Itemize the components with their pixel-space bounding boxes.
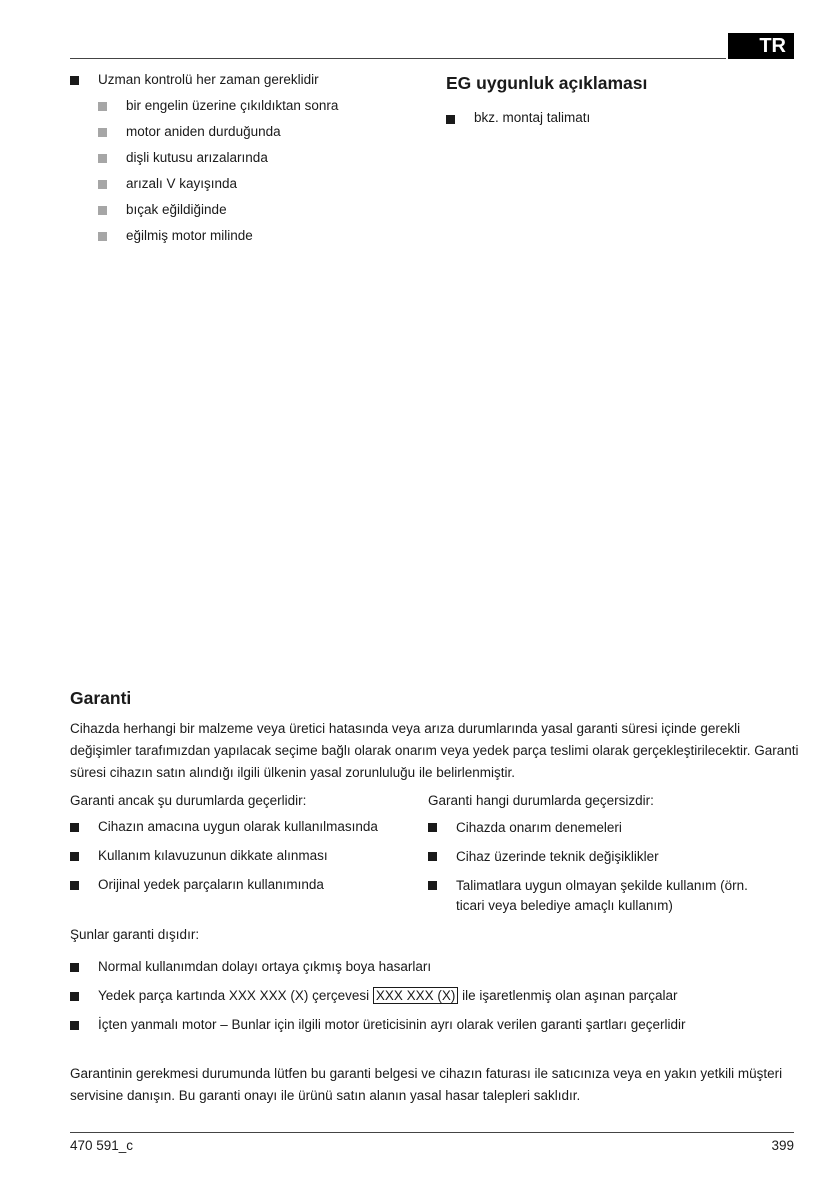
language-badge: TR (728, 33, 794, 59)
list-item: bıçak eğildiğinde (98, 201, 338, 227)
bullet-square-icon (98, 154, 107, 163)
valid-conditions-intro: Garanti ancak şu durumlarda geçerlidir: (70, 793, 307, 808)
exclusions-intro: Şunlar garanti dışıdır: (70, 927, 200, 942)
expert-check-list (70, 71, 338, 253)
bullet-square-icon (428, 852, 437, 861)
closing-paragraph: Garantinin gerekmesi durumunda lütfen bu garanti belgesi ve cihazın faturası ile satıcınıza veya en yakın yetkili müşteri servisine danışın. Bu garanti onayı ile ürünü satın alanın yasal hasar talepleri saklıdır. (70, 1066, 783, 1103)
bullet-square-icon (70, 881, 79, 890)
bullet-square-icon (98, 232, 107, 241)
invalid-conditions-intro: Garanti hangi durumlarda geçersizdir: (428, 793, 654, 808)
bullet-square-icon (70, 823, 79, 832)
list-item: Orijinal yedek parçaların kullanımında (70, 876, 378, 905)
list-item: Normal kullanımdan dolayı ortaya çıkmış boya hasarları (70, 958, 685, 987)
list-item: Cihazın amacına uygun olarak kullanılmasında (70, 818, 378, 847)
list-item: Uzman kontrolü her zaman gereklidir (70, 71, 338, 97)
list-item: Cihazda onarım denemeleri (428, 818, 776, 838)
bullet-square-icon (70, 963, 79, 972)
list-item: eğilmiş motor milinde (98, 227, 338, 253)
invalid-conditions-list (428, 818, 776, 925)
document-code: 470 591_c (70, 1138, 134, 1153)
list-item: Cihaz üzerinde teknik değişiklikler (428, 847, 776, 867)
part-number-frame: XXX XXX (X) (373, 987, 459, 1004)
bullet-square-icon (446, 115, 455, 124)
warranty-heading: Garanti (70, 688, 132, 708)
bullet-square-icon (98, 128, 107, 137)
list-item: arızalı V kayışında (98, 175, 338, 201)
bullet-square-icon (428, 823, 437, 832)
eg-conformity-heading: EG uygunluk açıklaması (446, 73, 648, 93)
list-item: Kullanım kılavuzunun dikkate alınması (70, 847, 378, 876)
valid-conditions-list (70, 818, 378, 905)
warranty-paragraph: Cihazda herhangi bir malzeme veya üretici hatasında veya arıza durumlarında yasal garanti süresi içinde gerekli değişimler tarafımızdan yapılacak seçime bağlı olarak onarım veya yedek parça teslimi olarak gerçekleştirilecektir. Garanti süresi cihazın satın alındığı ilgili ülkenin yasal zorunluluğu ile belirlenmiştir. (70, 721, 799, 780)
exclusions-list (70, 958, 685, 1045)
page-number: 399 (771, 1138, 794, 1153)
bullet-square-icon (98, 102, 107, 111)
list-item: bkz. montaj talimatı (446, 110, 590, 125)
bullet-square-icon (98, 180, 107, 189)
list-item: Talimatlara uygun olmayan şekilde kullanım (örn. ticari veya belediye amaçlı kullanım) (428, 876, 776, 916)
list-item: Yedek parça kartında XXX XXX (X) çerçevesi XXX XXX (X) ile işaretlenmiş olan aşınan parçalar (70, 987, 685, 1016)
bullet-square-icon (70, 76, 79, 85)
footer-rule (70, 1132, 794, 1133)
bullet-square-icon (70, 1021, 79, 1030)
header-rule (70, 58, 726, 59)
list-item: İçten yanmalı motor – Bunlar için ilgili motor üreticisinin ayrı olarak verilen garanti şartları geçerlidir (70, 1016, 685, 1045)
list-item: dişli kutusu arızalarında (98, 149, 338, 175)
eg-list (446, 110, 590, 125)
bullet-square-icon (70, 852, 79, 861)
list-item: motor aniden durduğunda (98, 123, 338, 149)
bullet-square-icon (98, 206, 107, 215)
bullet-square-icon (70, 992, 79, 1001)
list-item: bir engelin üzerine çıkıldıktan sonra (98, 97, 338, 123)
bullet-square-icon (428, 881, 437, 890)
